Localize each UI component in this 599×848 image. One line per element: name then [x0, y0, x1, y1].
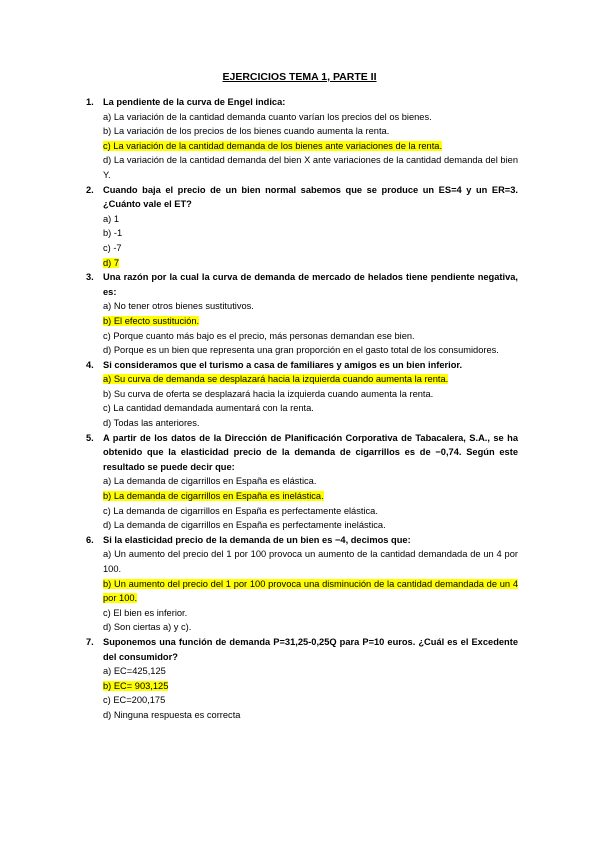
answer-text: d) Son ciertas a) y c).	[103, 622, 192, 633]
answer-option	[103, 139, 518, 154]
highlighted-answer: b) Un aumento del precio del 1 por 100 provoca una disminución de la cantidad demandada de un 4 por 100.	[103, 578, 518, 604]
answer-option	[103, 547, 518, 576]
answer-option	[103, 110, 518, 125]
answer-option	[103, 474, 518, 489]
answer-option	[103, 314, 518, 329]
question-text: Suponemos una función de demanda P=31,25-0,25Q para P=10 euros. ¿Cuál es el Excedente del consumidor?	[103, 636, 518, 662]
question-list	[86, 95, 518, 723]
answer-text: d) Ninguna respuesta es correcta	[103, 709, 241, 720]
question-6	[86, 533, 518, 635]
question-text: A partir de los datos de la Dirección de Planificación Corporativa de Tabacalera, S.A., se ha obtenido que la elasticidad precio de la demanda de cigarrillos es de −0,74. Según este resultado se puede decir que:	[103, 432, 518, 472]
highlighted-answer: a) Su curva de demanda se desplazará hacia la izquierda cuando aumenta la renta.	[103, 374, 449, 385]
question-number: 2.	[86, 184, 94, 195]
answer-text: a) Un aumento del precio del 1 por 100 provoca un aumento de la cantidad demandada de un 4 por 100.	[103, 549, 518, 574]
answer-option	[103, 489, 518, 504]
answer-text: d) La variación de la cantidad demanda del bien X ante variaciones de la cantidad demanda del bien Y.	[103, 155, 518, 180]
answer-text: a) La demanda de cigarrillos en España es elástica.	[103, 476, 317, 487]
answer-text: a) No tener otros bienes sustitutivos.	[103, 301, 254, 312]
question-4	[86, 358, 518, 431]
answer-text: d) Todas las anteriores.	[103, 418, 200, 429]
answer-option	[103, 212, 518, 227]
answer-option	[103, 343, 518, 358]
question-7	[86, 635, 518, 723]
highlighted-answer: d) 7	[103, 257, 120, 268]
answer-option	[103, 226, 518, 241]
answer-text: b) Su curva de oferta se desplazará hacia la izquierda cuando aumenta la renta.	[103, 388, 434, 399]
answer-text: c) La demanda de cigarrillos en España es perfectamente elástica.	[103, 505, 378, 516]
answer-text: a) 1	[103, 213, 120, 224]
question-text: Cuando baja el precio de un bien normal sabemos que se produce un ES=4 y un ER=3. ¿Cuánto vale el ET?	[103, 184, 518, 210]
answer-option	[103, 124, 518, 139]
answer-option	[103, 401, 518, 416]
question-number: 7.	[86, 636, 94, 647]
highlighted-answer: b) La demanda de cigarrillos en España es inelástica.	[103, 491, 324, 502]
highlighted-answer: b) EC= 903,125	[103, 680, 169, 691]
question-3	[86, 270, 518, 358]
answer-option	[103, 693, 518, 708]
answer-text: d) La demanda de cigarrillos en España es perfectamente inelástica.	[103, 520, 386, 531]
question-number: 5.	[86, 432, 94, 443]
question-text: Una razón por la cual la curva de demanda de mercado de helados tiene pendiente negativa, es:	[103, 272, 518, 297]
answer-option	[103, 153, 518, 182]
highlighted-answer: b) El efecto sustitución.	[103, 315, 200, 326]
answer-option	[103, 620, 518, 635]
answer-option	[103, 299, 518, 314]
question-text: La pendiente de la curva de Engel indica:	[103, 97, 286, 107]
highlighted-answer: c) La variación de la cantidad demanda de los bienes ante variaciones de la renta.	[103, 140, 443, 151]
answer-text: b) -1	[103, 228, 123, 239]
answer-option	[103, 387, 518, 402]
answer-option	[103, 416, 518, 431]
answer-text: c) Porque cuanto más bajo es el precio, más personas demandan ese bien.	[103, 330, 415, 341]
answer-text: c) EC=200,175	[103, 695, 166, 706]
question-5	[86, 431, 518, 533]
answer-option	[103, 664, 518, 679]
answer-text: c) El bien es inferior.	[103, 607, 188, 618]
answer-text: d) Porque es un bien que representa una gran proporción en el gasto total de los consumidores.	[103, 345, 499, 356]
answer-option	[103, 518, 518, 533]
question-number: 3.	[86, 272, 94, 283]
question-number: 1.	[86, 97, 94, 107]
question-1	[86, 95, 518, 183]
question-number: 4.	[86, 359, 94, 370]
answer-option	[103, 577, 518, 606]
answer-option	[103, 256, 518, 271]
answer-option	[103, 241, 518, 256]
question-number: 6.	[86, 534, 94, 545]
question-text: Si consideramos que el turismo a casa de familiares y amigos es un bien inferior.	[103, 359, 463, 370]
document-title: EJERCICIOS TEMA 1, PARTE II	[222, 71, 377, 83]
answer-option	[103, 679, 518, 694]
answer-text: a) EC=425,125	[103, 666, 166, 677]
answer-text: c) La cantidad demandada aumentará con la renta.	[103, 403, 314, 414]
answer-text: c) -7	[103, 242, 122, 253]
question-text: Si la elasticidad precio de la demanda de un bien es −4, decimos que:	[103, 534, 411, 545]
answer-text: a) La variación de la cantidad demanda cuanto varían los precios del os bienes.	[103, 111, 432, 122]
answer-text: b) La variación de los precios de los bienes cuando aumenta la renta.	[103, 126, 390, 137]
question-2	[86, 183, 518, 271]
answer-option	[103, 708, 518, 723]
answer-option	[103, 329, 518, 344]
answer-option	[103, 372, 518, 387]
answer-option	[103, 504, 518, 519]
answer-option	[103, 606, 518, 621]
